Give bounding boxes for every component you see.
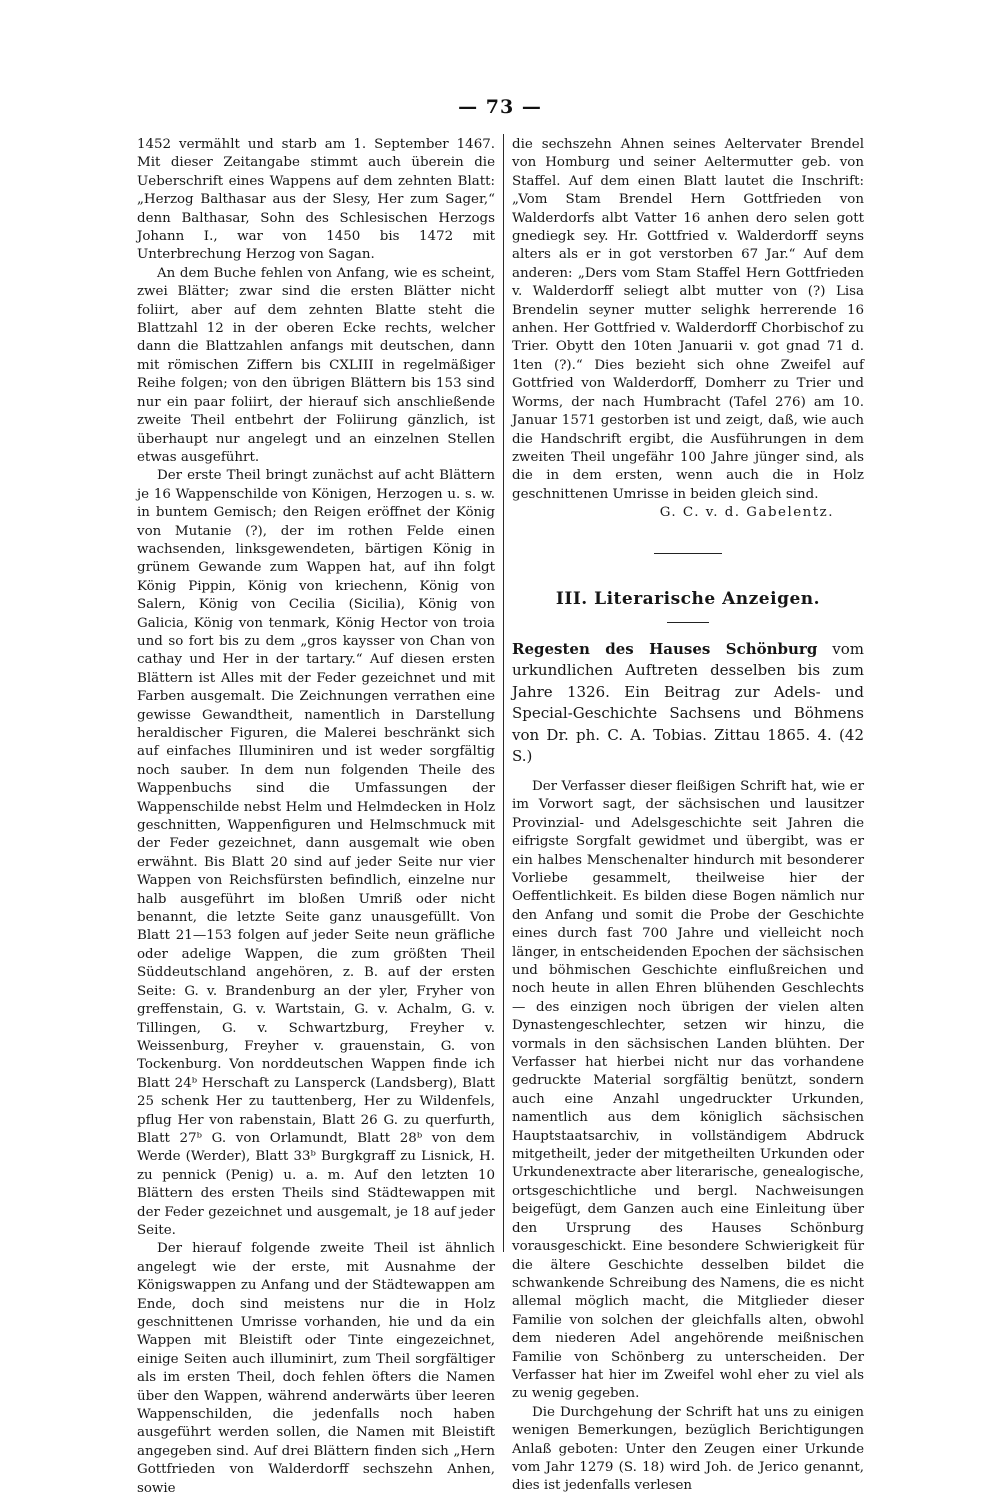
- left-column: [137, 136, 495, 1498]
- paragraph: Der hierauf folgende zweite Theil ist ähnlich angelegt wie der erste, mit Ausnahme der Königswappen zu Anfang und der Städtewappen am Ende, doch sind meistens nur die in Holz geschnittenen Umrisse vorhanden, hie und da ein Wappen mit Bleistift oder Tinte eingezeichnet, einige Seiten auch illuminirt, zum Theil sorgfältiger als im ersten Theil, doch fehlen öfters die Namen über den Wappen, während anderwärts über leeren Wappenschilden, die jedenfalls noch haben ausgeführt werden sollen, die Namen mit Bleistift angegeben sind. Auf drei Blättern finden sich „Hern Gottfrieden von Walderdorff sechszehn Anhen, sowie: [137, 1241, 495, 1496]
- review-paragraph: Die Durchgehung der Schrift hat uns zu einigen wenigen Bemerkungen, bezüglich Berichtigungen Anlaß geboten: Unter den Zeugen einer Urkunde vom Jahr 1279 (S. 18) wird Joh. de Jerico genannt, dies ist jedenfalls verlesen: [512, 1404, 864, 1494]
- book-title: Regesten des Hauses Schönburg: [512, 639, 818, 658]
- book-details: vom urkundlichen Auftreten desselben bis zum Jahre 1326. Ein Beitrag zur Adels- und Special-Geschichte Sachsens und Böhmens von Dr. ph. C. A. Tobias. Zittau 1865. 4. (42 S.): [512, 639, 864, 766]
- author-signature: G. C. v. d. Gabelentz.: [659, 505, 834, 521]
- section-heading: III. Literarische Anzeigen.: [555, 588, 821, 609]
- right-column: [512, 136, 864, 1496]
- page-number: — 73 —: [458, 96, 542, 118]
- paragraph: die sechszehn Ahnen seines Aeltervater Brendel von Homburg und seiner Aeltermutter geb. von Staffel. Auf dem einen Blatt lautet die Inschrift: „Vom Stam Brendel Hern Gottfrieden von Walderdorfs albt Vatter 16 anhen dero selen gott gnediegk sey. Hr. Gottfried v. Walderdorff seyns alters als er in got verstorben 67 Jar.“ Auf dem anderen: „Ders vom Stam Staffel Hern Gottfrieden v. Walderdorff seliegt albt mutter von (?) Lisa Brendelin seyner mutter selighk herrerende 16 anhen. Her Gottfried v. Walderdorff Chorbischof zu Trier. Obytt den 10ten Januarii v. got gnad 71 d. 1ten (?).“ Dies bezieht sich ohne Zweifel auf Gottfried von Walderdorff, Domherr zu Trier und Worms, der nach Humbracht (Tafel 276) am 10. Januar 1571 gestorben ist und zeigt, daß, wie auch die Handschrift ergibt, die Ausführungen in dem zweiten Theil ungefähr 100 Jahre jünger sind, als die in dem ersten, wenn auch die in Holz geschnittenen Umrisse in beiden gleich sind.: [512, 137, 864, 502]
- paragraph: Der erste Theil bringt zunächst auf acht Blättern je 16 Wappenschilde von Königen, Herzogen u. s. w. in buntem Gemisch; den Reigen eröffnet der König von Mutanie (?), der im rothen Felde einen wachsenden, linksgewendeten, bärtigen König in grünem Gewande zum Wappen hat, auf ihn folgt König Pippin, König von kriechenn, König von Salern, König von Cecilia (Sicilia), König von Galicia, König von tenmark, König Hector von troia und so fort bis zu dem „gros kaysser von Chan von cathay und Her in der tartary.“ Auf diesen ersten Blättern ist Alles mit der Feder gezeichnet und mit Farben ausgemalt. Die Zeichnungen verrathen eine gewisse Gewandtheit, namentlich in Darstellung heraldischer Figuren, die Malerei beschränkt sich auf einfaches Illuminiren und ist weder sorgfältig noch sauber. In dem nun folgenden Theile des Wappenbuchs sind die Umfassungen der Wappenschilde nebst Helm und Helmdecken in Holz geschnitten, Wappenfiguren und Helmschmuck mit der Feder gezeichnet, dann ausgemalt wie oben erwähnt. Bis Blatt 20 sind auf jeder Seite nur vier Wappen von Reichsfürsten befindlich, einzelne nur halb ausgeführt im bloßen Umriß oder nicht benannt, die letzte Seite ganz unausgefüllt. Von Blatt 21—153 folgen auf jeder Seite neun gräfliche oder adelige Wappen, die zum größten Theil Süddeutschland angehören, z. B. auf der ersten Seite: G. v. Brandenburg an der yler, Fryher von greffenstain, G. v. Wartstain, G. v. Achalm, G. v. Tillingen, G. v. Schwartzburg, Freyher v. Weissenburg, Freyher v. grauenstain, G. von Tockenburg. Von norddeutschen Wappen finde ich Blatt 24ᵇ Herschaft zu Lansperck (Landsberg), Blatt 25 schenk Her zu tauttenberg, Her zu Wildenfels, pflug Her von rabenstain, Blatt 26 G. zu querfurth, Blatt 27ᵇ G. von Orlamundt, Blatt 28ᵇ von dem Werde (Werder), Blatt 33ᵇ Burgkgraff zu Lisnick, H. zu pennick (Penig) u. a. m. Auf den letzten 10 Blättern des ersten Theils sind Städtewappen mit der Feder gezeichnet und ausgemalt, je 18 auf jeder Seite.: [137, 468, 495, 1238]
- heading-underline: [667, 622, 709, 623]
- column-divider: [503, 134, 504, 1252]
- section-divider: [654, 553, 722, 554]
- paragraph: An dem Buche fehlen von Anfang, wie es scheint, zwei Blätter; zwar sind die ersten Blätter nicht foliirt, aber auf dem zehnten Blatte steht die Blattzahl 12 in der oberen Ecke rechts, welcher dann die Blattzahlen anfangs mit deutschen, dann mit römischen Ziffern bis CXLIII in regelmäßiger Reihe folgen; von den übrigen Blättern bis 153 sind nur ein paar foliirt, der hierauf sich anschließende zweite Theil entbehrt der Foliirung gänzlich, ist überhaupt nur angelegt und an einzelnen Stellen etwas ausgeführt.: [137, 265, 495, 465]
- paragraph: 1452 vermählt und starb am 1. September 1467. Mit dieser Zeitangabe stimmt auch überein die Ueberschrift eines Wappens auf dem zehnten Blatt: „Herzog Balthasar aus der Slesy, Her zum Sager,“ denn Balthasar, Sohn des Schlesischen Herzogs Johann I., war von 1450 bis 1472 mit Unterbrechung Herzog von Sagan.: [137, 137, 495, 263]
- book-citation: [512, 639, 864, 768]
- review-paragraph: Der Verfasser dieser fleißigen Schrift hat, wie er im Vorwort sagt, der sächsischen und lausitzer Provinzial- und Adelsgeschichte seit Jahren die eifrigste Sorgfalt gewidmet und übergibt, was er ein halbes Menschenalter hindurch mit besonderer Vorliebe gesammelt, theilweise hier der Oeffentlichkeit. Es bilden diese Bogen nämlich nur den Anfang und somit die Probe der Geschichte eines durch fast 700 Jahre und vielleicht noch länger, in entscheidenden Epochen der sächsischen und böhmischen Geschichte einflußreichen und noch heute in allen Ehren blühenden Geschlechts — des einzigen noch übrigen der vielen alten Dynastengeschlechter, setzen wir hinzu, die vormals in den sächsischen Landen blühten. Der Verfasser hat hierbei nicht nur das vorhandene gedruckte Material sorgfältig benützt, sondern auch eine Anzahl ungedruckter Urkunden, namentlich aus dem königlich sächsischen Hauptstaatsarchiv, in vollständigem Abdruck mitgetheilt, jeder der mitgetheilten Urkunden oder Urkundenextracte aber literarische, genealogische, ortsgeschichtliche und bergl. Nachweisungen beigefügt, dem Ganzen auch eine Einleitung über den Ursprung des Hauses Schönburg vorausgeschickt. Eine besondere Schwierigkeit für die ältere Geschichte desselben bildet die schwankende Schreibung des Namens, die es nicht allemal möglich macht, die Mitglieder dieser Familie von solchen der gleichfalls alten, obwohl dem niederen Adel angehörende meißnischen Familie von Schönberg zu unterscheiden. Der Verfasser hat hier im Zweifel wohl eher zu viel als zu wenig gegeben.: [512, 778, 864, 1402]
